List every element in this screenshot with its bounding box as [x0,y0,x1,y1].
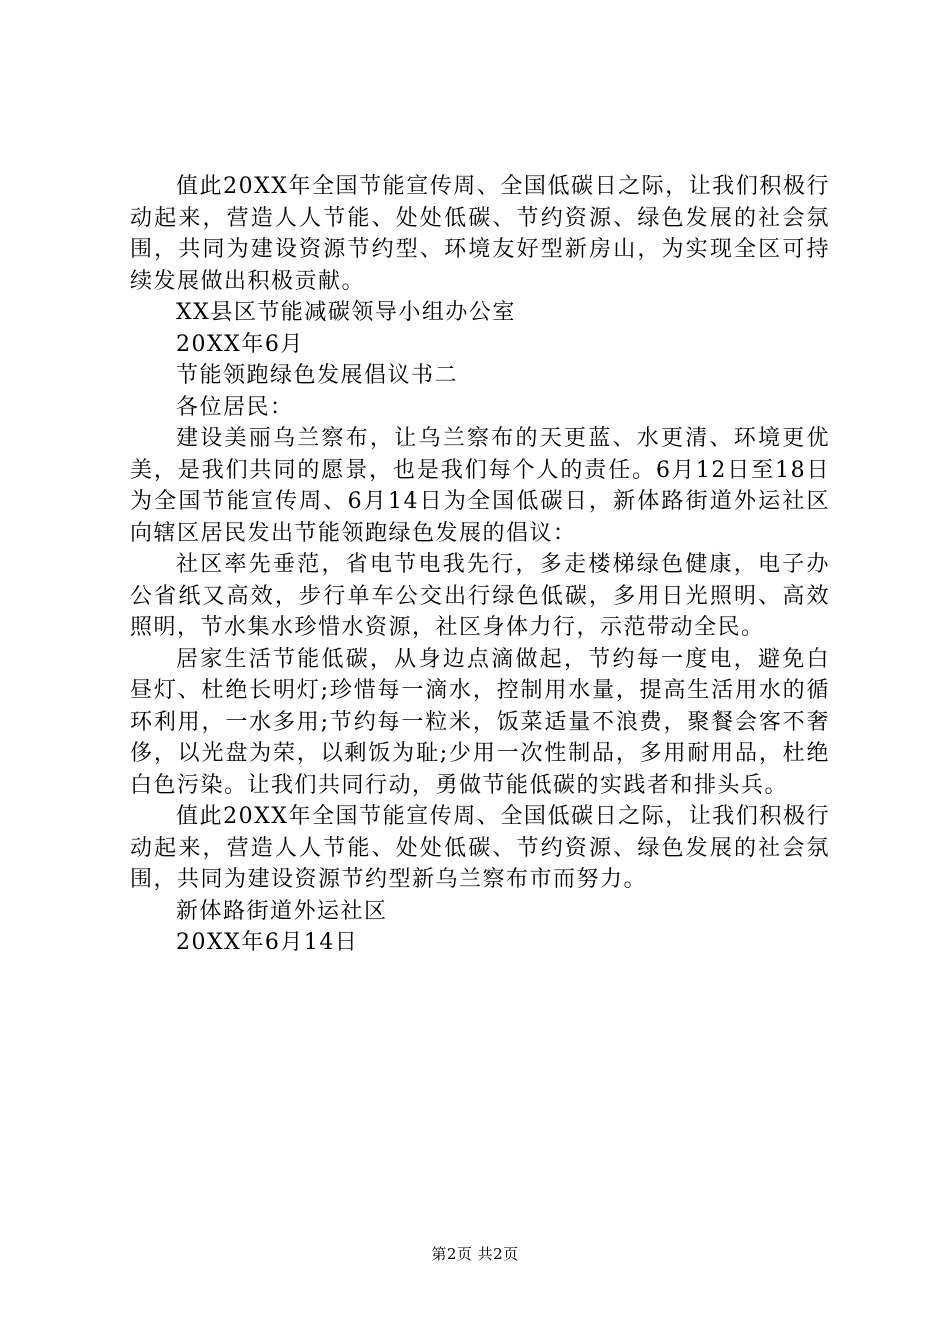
paragraph-introduction: 建设美丽乌兰察布，让乌兰察布的天更蓝、水更清、环境更优美，是我们共同的愿景，也是我们每个人的责任。6月12日至18日为全国节能宣传周、6月14日为全国低碳日，新体路街道外运社区向辖区居民发出节能领跑绿色发展的倡议： [130,426,830,546]
signature-organization-1: XX县区节能减碳领导小组办公室 [176,300,516,325]
paragraph-closing-appeal-2: 值此20XX年全国节能宣传周、全国低碳日之际，让我们积极行动起来，营造人人节能、处处低碳、节约资源、绿色发展的社会氛围，共同为建设资源节约型新乌兰察布市而努力。 [130,804,830,892]
page-number-footer: 第2页 共2页 [431,1245,519,1263]
document-body [130,171,830,959]
paragraph-household-saving: 居家生活节能低碳，从身边点滴做起，节约每一度电，避免白昼灯、杜绝长明灯;珍惜每一滴水，控制用水量，提高生活用水的循环利用，一水多用;节约每一粒米，饭菜适量不浪费，聚餐会客不奢侈，以光盘为荣，以剩饭为耻;少用一次性制品，多用耐用品，杜绝白色污染。让我们共同行动，勇做节能低碳的实践者和排头兵。 [130,646,830,798]
signature-date-2: 20XX年6月14日 [176,930,359,955]
signature-organization-2: 新体路街道外运社区 [176,898,388,924]
salutation: 各位居民： [176,394,294,420]
paragraph-closing-appeal-1: 值此20XX年全国节能宣传周、全国低碳日之际，让我们积极行动起来，营造人人节能、处处低碳、节约资源、绿色发展的社会氛围，共同为建设资源节约型、环境友好型新房山，为实现全区可持续发展做出积极贡献。 [130,174,830,294]
signature-date-1: 20XX年6月 [176,331,304,357]
paragraph-community-example: 社区率先垂范，省电节电我先行，多走楼梯绿色健康，电子办公省纸又高效，步行单车公交出行绿色低碳，多用日光照明、高效照明，节水集水珍惜水资源，社区身体力行，示范带动全民。 [130,552,830,640]
document-title-2: 节能领跑绿色发展倡议书二 [176,363,459,388]
